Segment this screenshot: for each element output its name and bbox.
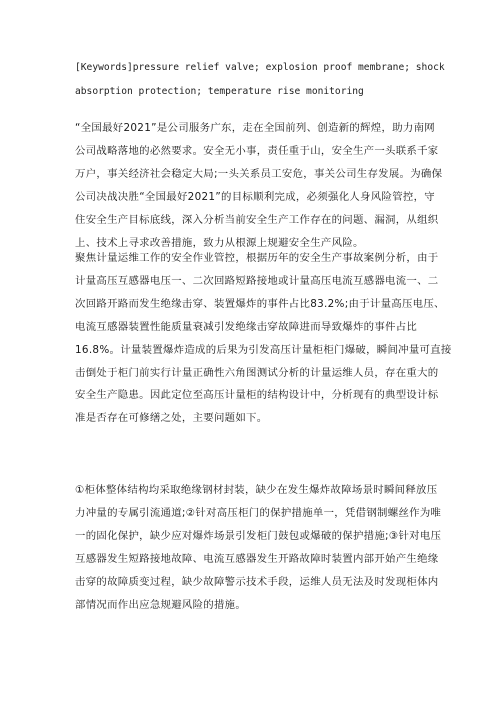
text-line: 住安全生产目标底线，深入分析当前安全生产工作存在的问题、漏洞，从组织 bbox=[75, 213, 439, 226]
text-line: 万户，事关经济社会稳定大局;一头关系员工安危，事关公司生存发展。为确保 bbox=[75, 167, 443, 180]
text-line: 一的固化保护，缺少应对爆炸场景引发柜门鼓包或爆破的保护措施;③针对电压 bbox=[75, 529, 442, 542]
text-line: “全国最好2021”是公司服务广东，走在全国前列、创造新的辉煌，助力南网 bbox=[75, 122, 435, 134]
text-line: 力冲量的专属引流通道;②针对高压柜门的保护措施单一，凭借钢制螺丝作为唯 bbox=[75, 506, 442, 519]
text-line: 计量高压互感器电压一、二次回路短路接地或计量高压电流互感器电流一、二 bbox=[75, 274, 439, 287]
keywords-line: [Keywords]pressure relief valve; explosion proof membrane; shock bbox=[75, 62, 445, 73]
text-line: 击倒处于柜门前实行计量正确性六角图测试分析的计量运维人员，存在重大的 bbox=[75, 366, 439, 379]
text-line: 互感器发生短路接地故障、电流互感器发生开路故障时装置内部开始产生绝缘 bbox=[75, 552, 439, 565]
text-line: 准是否存在可修缮之处，主要问题如下。 bbox=[75, 412, 268, 425]
text-line: 安全生产隐患。因此定位至高压计量柜的结构设计中，分析现有的典型设计标 bbox=[75, 389, 439, 402]
text-line: 上、技术上寻求改善措施，致力从根源上规避安全生产风险。 bbox=[75, 236, 364, 249]
text-line: 部情况而作出应急规避风险的措施。 bbox=[75, 598, 247, 611]
paragraph-problems bbox=[75, 479, 442, 616]
keywords-block bbox=[75, 56, 445, 104]
text-line: ①柜体整体结构均采取绝缘钢材封装，缺少在发生爆炸故障场景时瞬间释放压 bbox=[75, 484, 438, 496]
text-line: 公司决战决胜“全国最好2021”的目标顺利完成，必须强化人身风险管控，守 bbox=[75, 190, 435, 203]
text-line: 公司战略落地的必然要求。安全无小事，责任重于山，安全生产一头联系千家 bbox=[75, 144, 439, 157]
paragraph-intro bbox=[75, 117, 443, 254]
text-line: 16.8%。计量装置爆炸造成的后果为引发高压计量柜柜门爆破，瞬间冲量可直接 bbox=[75, 343, 452, 356]
paragraph-analysis bbox=[75, 247, 452, 430]
text-line: 击穿的故障质变过程，缺少故障警示技术手段，运维人员无法及时发现柜体内 bbox=[75, 575, 439, 588]
keywords-line: absorption protection; temperature rise monitoring bbox=[75, 86, 364, 97]
text-line: 次回路开路而发生绝缘击穿、装置爆炸的事件占比83.2%;由于计量高压电压、 bbox=[75, 297, 445, 310]
text-line: 电流互感器装置性能质量衰减引发绝缘击穿故障进而导致爆炸的事件占比 bbox=[75, 320, 418, 333]
text-line: 聚焦计量运维工作的安全作业管控，根据历年的安全生产事故案例分析，由于 bbox=[75, 252, 439, 264]
